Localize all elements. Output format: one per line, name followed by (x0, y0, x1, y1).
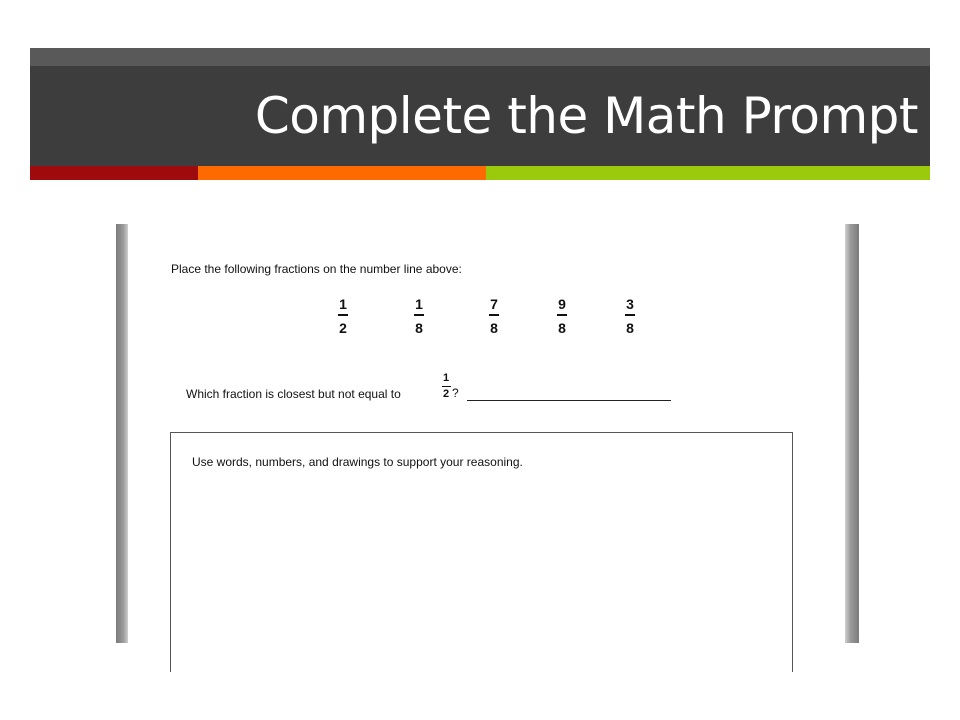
fraction-bar (442, 386, 451, 387)
fraction-numerator: 1 (415, 296, 423, 312)
fraction-bar (625, 314, 635, 316)
fraction-denominator: 8 (490, 319, 498, 336)
worksheet-left-edge (116, 224, 128, 643)
fraction-item (409, 297, 429, 335)
stripe-green (486, 166, 930, 180)
fraction-item (620, 297, 640, 335)
fraction-bar (338, 314, 348, 316)
fraction-item (333, 297, 353, 335)
slide-title: Complete the Math Prompt (254, 87, 918, 145)
fraction-numerator: 3 (626, 296, 634, 312)
fraction-numerator: 1 (442, 372, 450, 384)
fraction-denominator: 8 (626, 319, 634, 336)
stripe-orange (198, 166, 486, 180)
worksheet-instruction: Place the following fractions on the number line above: (171, 262, 462, 276)
fraction-numerator: 1 (339, 296, 347, 312)
question-text: Which fraction is closest but not equal to (186, 387, 401, 401)
fraction-item (484, 297, 504, 335)
fraction-denominator: 8 (558, 319, 566, 336)
fraction-item (552, 297, 572, 335)
fraction-bar (489, 314, 499, 316)
fraction-numerator: 9 (558, 296, 566, 312)
stripe-red (30, 166, 198, 180)
reasoning-prompt: Use words, numbers, and drawings to support your reasoning. (192, 455, 523, 469)
worksheet-right-edge (845, 224, 859, 643)
title-bar (30, 66, 930, 166)
fraction-bar (414, 314, 424, 316)
fraction-denominator: 8 (415, 319, 423, 336)
question-fraction (440, 373, 452, 400)
fraction-denominator: 2 (339, 319, 347, 336)
fraction-denominator: 2 (442, 388, 450, 401)
fraction-bar (557, 314, 567, 316)
question-mark: ? (452, 386, 459, 400)
title-bar-accent (30, 48, 930, 66)
answer-line (467, 400, 671, 401)
fraction-numerator: 7 (490, 296, 498, 312)
